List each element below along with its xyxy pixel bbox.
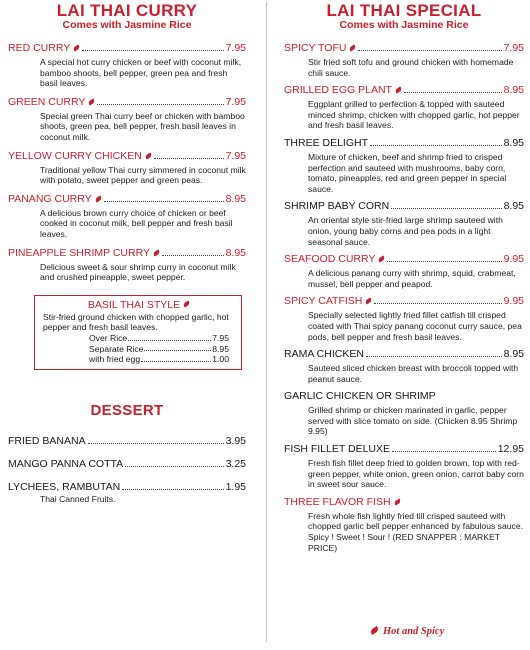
item-name: MANGO PANNA COTTA: [8, 457, 124, 470]
item-name: RED CURRY: [8, 42, 71, 54]
basil-option: Over Rice 7.95: [89, 332, 229, 343]
item-name: SHRIMP BABY CORN: [284, 200, 390, 213]
chili-pepper-icon: [378, 255, 386, 262]
hot-and-spicy-legend: [370, 626, 444, 637]
chili-pepper-icon: [144, 152, 152, 159]
item-price: 8.95: [503, 84, 524, 97]
item-description: A special hot curry chicken or beef with coconut milk, bamboo shoots, bell pepper, green pea and fresh basil leaves.: [40, 57, 242, 89]
menu-item-mango-panna-cotta: [8, 458, 246, 471]
item-name: RAMA CHICKEN: [284, 348, 364, 361]
item-description: Fresh whole fish lightly fried till crisped sauteed with chopped garlic bell pepper enhanced by fabulous sauce. Spicy ! Sweet ! Sour ! (RED SNAPPER : MARKET PRICE): [308, 510, 523, 553]
special-header: [284, 1, 524, 32]
menu-item-green-curry: [8, 96, 246, 143]
item-name: FISH FILLET DELUXE: [284, 443, 391, 456]
menu-item-garlic-chicken-or-shrimp: [284, 390, 524, 437]
item-description: Sauteed sliced chicken breast with broccoli topped with peanut sauce.: [308, 363, 519, 384]
column-divider: [266, 2, 267, 642]
menu-item-grilled-egg-plant: [284, 84, 524, 131]
chili-pepper-icon: [369, 626, 379, 635]
item-price: 8.95: [503, 200, 524, 213]
chili-pepper-icon: [73, 44, 81, 51]
item-description: Delicious sweet & sour shrimp curry in coconut milk and crushed pineapple, sweet pepper.: [40, 261, 236, 283]
menu-item-rama-chicken: [284, 348, 524, 384]
item-price: 3.95: [225, 434, 246, 447]
item-price: 7.95: [225, 149, 246, 162]
basil-description: Stir-fried ground chicken with chopped garlic, hot pepper and fresh basil leaves.: [43, 311, 229, 333]
thai-special-column: [284, 0, 524, 553]
item-description: A delicious brown curry choice of chicken or beef cooked in coconut milk, bell pepper and fresh basil leaves.: [40, 207, 233, 239]
menu-item-spicy-catfish: [284, 295, 524, 342]
basil-thai-style-box: [34, 295, 242, 370]
item-price: 7.95: [225, 95, 246, 108]
item-name: GARLIC CHICKEN OR SHRIMP: [284, 390, 436, 403]
item-price: 1.95: [225, 480, 246, 493]
basil-option: with fried egg 1.00: [89, 354, 229, 365]
item-price: 7.95: [503, 42, 524, 54]
item-description: Eggplant grilled to perfection & topped with sauteed minced shrimp, chicken with chopped garlic, hot pepper and fresh basil leaves.: [308, 99, 520, 131]
item-price: 9.95: [503, 295, 524, 308]
item-description: A delicious panang curry with shrimp, squid, crabmeat, mussel, bell pepper and peapod.: [308, 268, 516, 289]
basil-option: Separate Rice 8.95: [89, 343, 229, 354]
item-description: Traditional yellow Thai curry simmered in coconut milk with potato, sweet pepper and green peas.: [40, 164, 246, 186]
item-description: Thai Canned Fruits.: [40, 493, 116, 504]
item-price: 8.95: [225, 192, 246, 205]
dessert-title: DESSERT: [90, 401, 164, 419]
menu-item-fish-fillet-deluxe: [284, 443, 524, 490]
item-name: GREEN CURRY: [8, 95, 86, 108]
chili-pepper-icon: [183, 300, 191, 307]
basil-title-row: [43, 299, 235, 312]
menu-item-three-delight: [284, 137, 524, 194]
menu-item-panang-curry: [8, 193, 246, 240]
special-subtitle: Comes with Jasmine Rice: [339, 19, 469, 31]
item-price: 8.95: [503, 348, 524, 361]
item-name: THREE FLAVOR FISH: [284, 495, 391, 508]
item-name: PANANG CURRY: [8, 192, 92, 205]
menu-item-fried-banana: [8, 435, 246, 448]
item-description: Fresh fish fillet deep fried to golden brown, top with red-green pepper, white onion, green onion, carrot baby corn in sweet sour sauce.: [308, 458, 524, 490]
special-title: LAI THAI SPECIAL: [326, 1, 482, 20]
curry-subtitle: Comes with Jasmine Rice: [62, 19, 192, 31]
item-price: 7.95: [225, 42, 246, 54]
item-name: SPICY CATFISH: [284, 295, 363, 308]
item-name: GRILLED EGG PLANT: [284, 84, 392, 97]
chili-pepper-icon: [94, 195, 102, 202]
item-price: 9.95: [503, 253, 524, 266]
item-name: LYCHEES, RAMBUTAN: [8, 480, 121, 493]
item-name: YELLOW CURRY CHICKEN: [8, 149, 142, 162]
menu-item-seafood-curry: [284, 253, 524, 289]
item-description: Special green Thai curry beef or chicken with bamboo shoots, green pea, bell pepper, fresh basil leaves in coconut milk.: [40, 110, 245, 142]
item-description: Specially selected lightly fried fillet catfish till crisped coated with Thai spicy panang coconut curry sauce, pea pods, bell pepper and fresh basil leaves.: [308, 310, 522, 342]
curry-header: [8, 1, 246, 32]
chili-pepper-icon: [349, 44, 357, 51]
item-name: SPICY TOFU: [284, 42, 347, 54]
legend-label: Hot and Spicy: [383, 626, 445, 637]
item-name: FRIED BANANA: [8, 434, 86, 447]
basil-title: BASIL THAI STYLE: [87, 298, 181, 311]
menu-item-spicy-tofu: [284, 42, 524, 78]
item-description: Mixture of chicken, beef and shrimp fried to crisped perfection and sauteed with mushrooms, baby corn, tomato, pineapples, red and green pepper in special sauce.: [308, 151, 507, 194]
item-name: SEAFOOD CURRY: [284, 253, 376, 266]
curry-title: LAI THAI CURRY: [56, 1, 198, 20]
chili-pepper-icon: [393, 498, 401, 505]
chili-pepper-icon: [394, 87, 402, 94]
menu-item-shrimp-baby-corn: [284, 200, 524, 247]
menu-item-yellow-curry-chicken: [8, 150, 246, 186]
item-description: An oriental style stir-fried large shrimp sauteed with onion, young baby corns and pea pods in a light seasonal sauce.: [308, 215, 503, 247]
item-description: Stir fried soft tofu and ground chicken with homemade chili sauce.: [308, 57, 514, 78]
item-price: 8.95: [503, 136, 524, 149]
chili-pepper-icon: [88, 98, 96, 105]
thai-curry-column: [8, 0, 246, 504]
item-name: THREE DELIGHT: [284, 136, 369, 149]
item-name: PINEAPPLE SHRIMP CURRY: [8, 246, 150, 259]
menu-item-red-curry: [8, 42, 246, 89]
chili-pepper-icon: [365, 298, 373, 305]
item-description: Grilled shrimp or chicken marinated in garlic, pepper served with slice tomato on side. (Chicken 8.95 Shrimp 9.95): [308, 405, 518, 437]
item-price: 3.25: [225, 457, 246, 470]
menu-item-three-flavor-fish: [284, 496, 524, 553]
menu-item-pineapple-shrimp-curry: [8, 247, 246, 283]
chili-pepper-icon: [152, 249, 160, 256]
item-price: 12.95: [497, 443, 524, 456]
item-price: 8.95: [225, 246, 246, 259]
menu-item-lychees-rambutan: [8, 481, 246, 505]
